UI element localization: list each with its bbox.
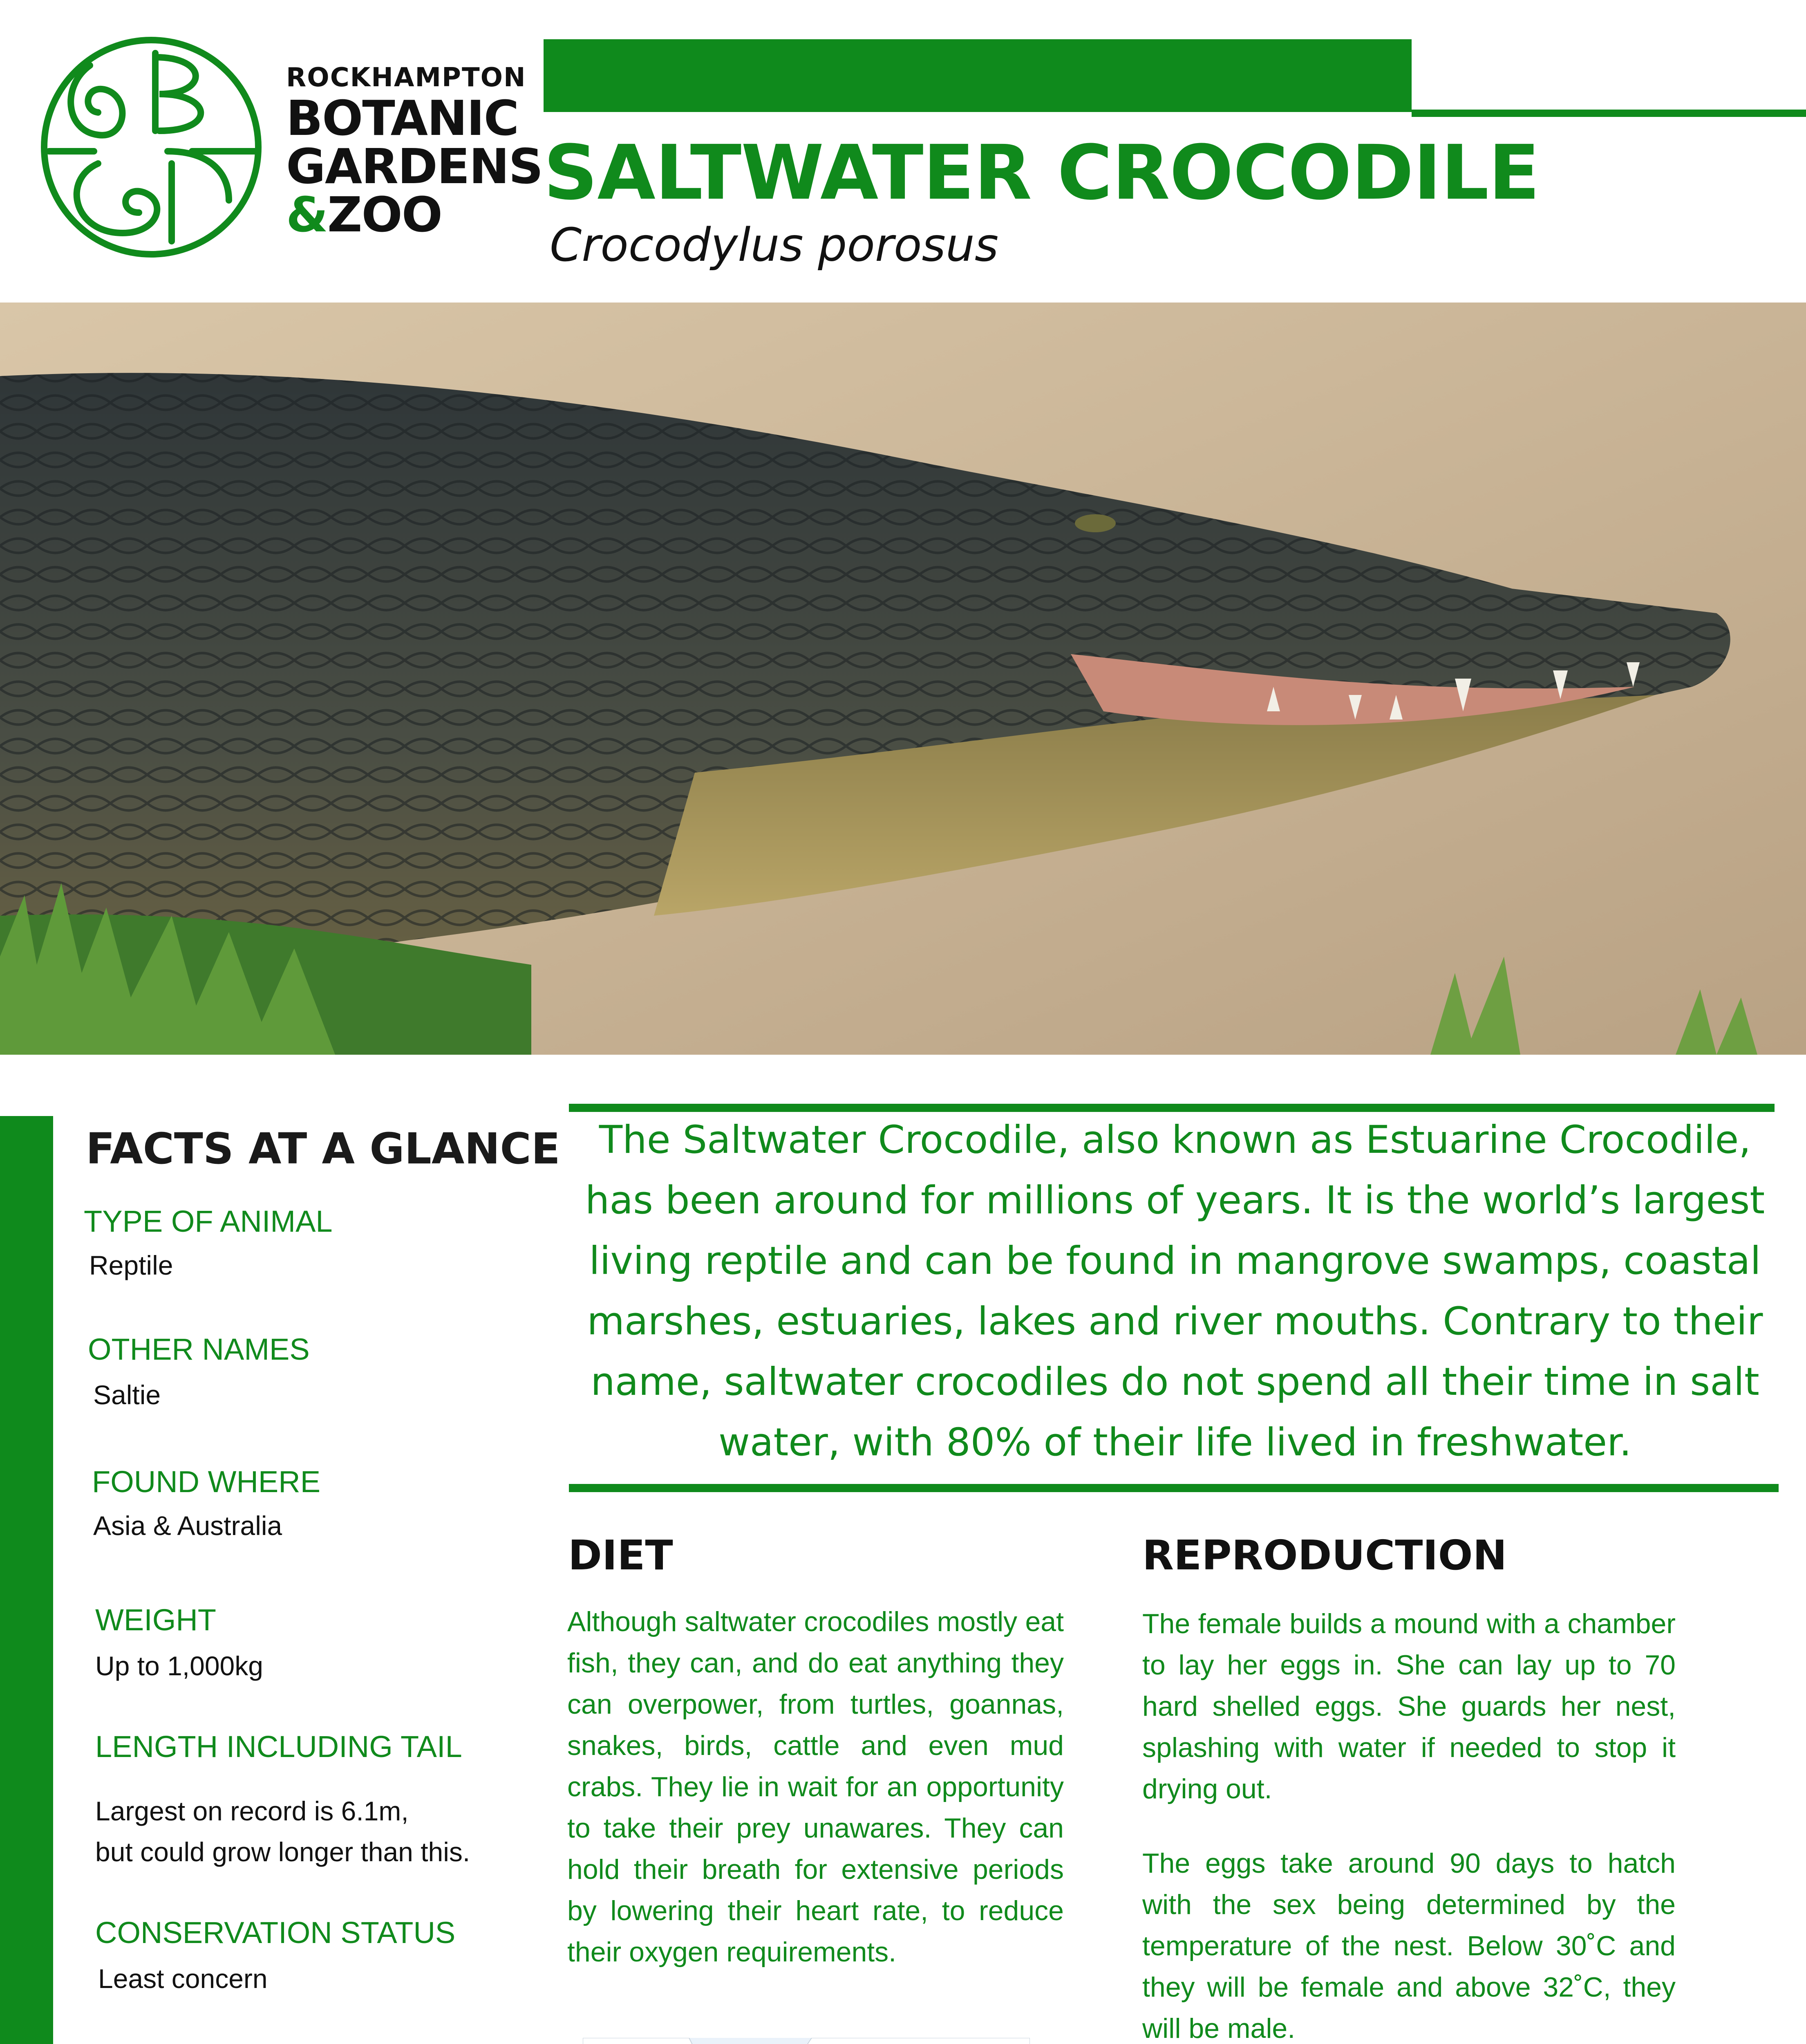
sidebar-accent-bar [0, 1116, 53, 2044]
brand-line-zoo: ZOO [327, 186, 442, 243]
reproduction-para-2: The eggs take around 90 days to hatch with the sex being determined by the temperature of the nest. Below 30˚C and they will be female and above 32˚C, they will be male. [1142, 1848, 1676, 2044]
brand-line-gardens: GARDENS [286, 138, 543, 195]
fact-label-conservation: CONSERVATION STATUS [95, 1916, 456, 1950]
intro-rule-bottom [569, 1484, 1779, 1492]
diet-text: Although saltwater crocodiles mostly eat fish, they can, and do eat anything they can overpower, from turtles, goannas, snakes, birds, cattle and even mud crabs. They lie in wait for an opportunity to take their prey unawares. They can hold their breath for extensive periods by lowering their heart rate, to reduce their oxygen requirements. [567, 1606, 1064, 1968]
header-bar [544, 39, 1412, 112]
diet-heading: DIET [568, 1531, 673, 1579]
fact-value-conservation: Least concern [98, 1963, 268, 1994]
fact-label-other-names: OTHER NAMES [88, 1332, 310, 1366]
range-map [583, 2038, 1030, 2044]
fact-label-found-where: FOUND WHERE [92, 1465, 321, 1499]
brand-wordmark [286, 61, 543, 243]
fact-value-type: Reptile [89, 1250, 173, 1280]
fact-label-type: TYPE OF ANIMAL [84, 1204, 333, 1238]
brand-line-rockhampton: ROCKHAMPTON [286, 63, 526, 93]
fact-value-length-2: but could grow longer than this. [95, 1837, 470, 1867]
fact-label-length: LENGTH INCLUDING TAIL [95, 1730, 462, 1764]
brand-ampersand: & [286, 186, 327, 243]
crocodile-photo [0, 303, 1806, 1055]
page-title: SALTWATER CROCODILE [544, 129, 1540, 217]
brand-line-botanic: BOTANIC [286, 90, 519, 146]
fact-value-other-names: Saltie [93, 1380, 161, 1410]
facts-heading: FACTS AT A GLANCE [86, 1124, 560, 1174]
reproduction-para-1: The female builds a mound with a chamber to lay her eggs in. She can lay up to 70 hard shelled eggs. She guards her nest, splashing with water if needed to stop it drying out. [1142, 1608, 1676, 1804]
fact-value-length-1: Largest on record is 6.1m, [95, 1796, 409, 1826]
fact-label-weight: WEIGHT [95, 1603, 216, 1637]
fact-value-found-where: Asia & Australia [93, 1511, 282, 1541]
intro-paragraph: The Saltwater Crocodile, also known as Estuarine Crocodile, has been around for millions of years. It is the world’s largest living reptile and can be found in mangrove swamps, coastal marshes, estuaries, lakes and river mouths. Contrary to their name, saltwater crocodiles do not spend all their time in salt water, with 80% of their life lived in freshwater. [585, 1118, 1765, 1465]
scientific-name: Crocodylus porosus [550, 219, 999, 272]
zoo-logo [37, 29, 266, 266]
fact-value-weight: Up to 1,000kg [95, 1651, 263, 1681]
reproduction-heading: REPRODUCTION [1142, 1531, 1507, 1579]
header-line [1412, 110, 1806, 117]
